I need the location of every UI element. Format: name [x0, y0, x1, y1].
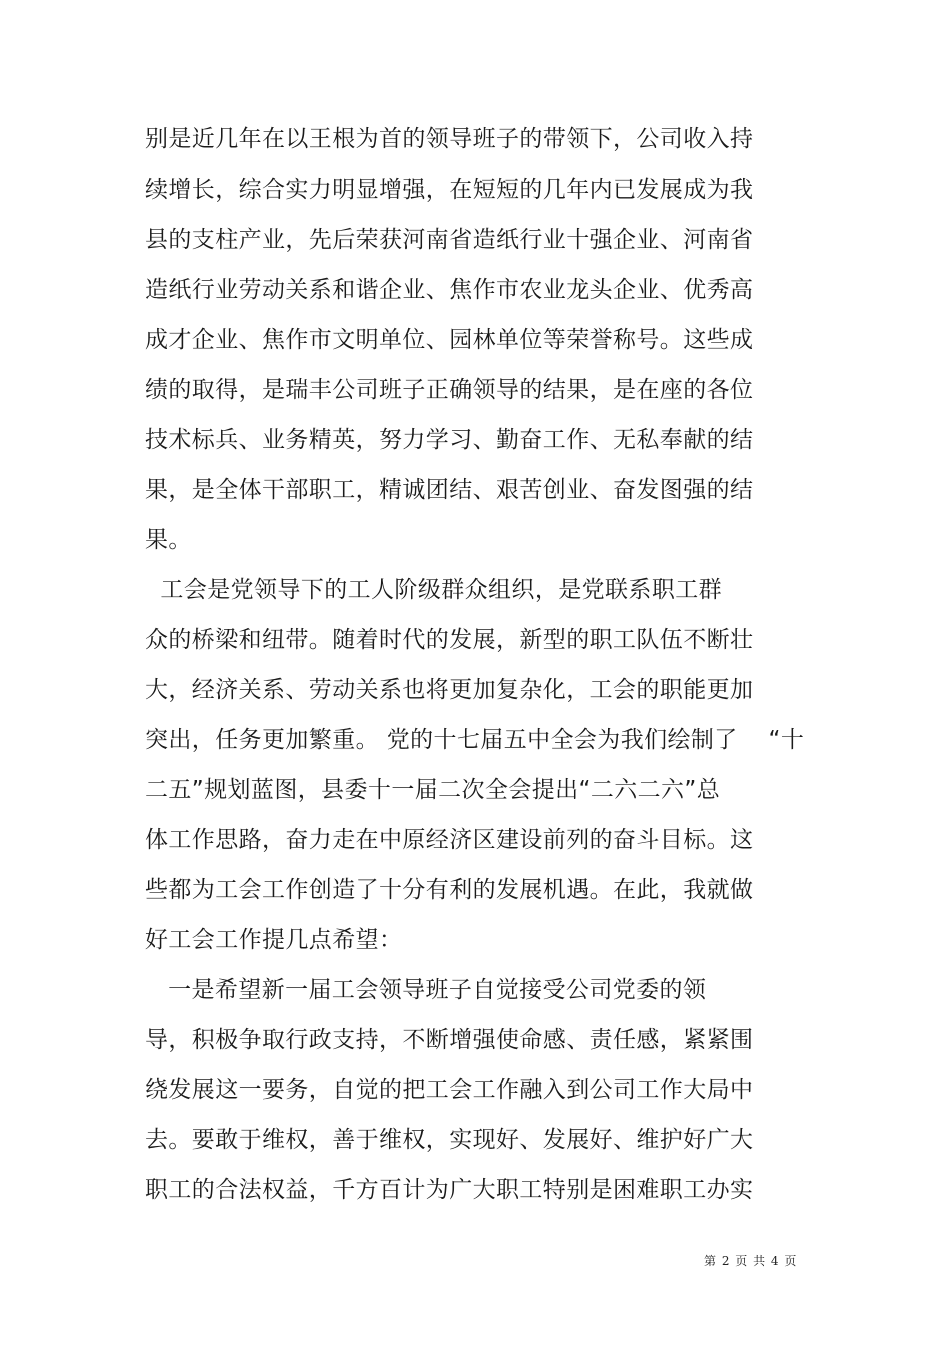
text-line: 去。要敢于维权，善于维权，实现好、发展好、维护好广大	[145, 1127, 754, 1153]
text-line: 导，积极争取行政支持，不断增强使命感、责任感，紧紧围	[145, 1027, 754, 1053]
text-line: 好工会工作提几点希望：	[145, 927, 403, 953]
text-line: 绩的取得，是瑞丰公司班子正确领导的结果，是在座的各位	[145, 377, 754, 403]
text-line: 突出，任务更加繁重。 党的十七届五中全会为我们绘制了 “十	[145, 727, 805, 753]
text-line: 果。	[145, 527, 192, 553]
text-line: 绕发展这一要务，自觉的把工会工作融入到公司工作大局中	[145, 1077, 754, 1103]
text-line: 果，是全体干部职工，精诚团结、艰苦创业、奋发图强的结	[145, 477, 754, 503]
text-line: 众的桥梁和纽带。随着时代的发展，新型的职工队伍不断壮	[145, 627, 754, 653]
text-line: 续增长，综合实力明显增强，在短短的几年内已发展成为我	[145, 177, 754, 203]
text-line: 体工作思路，奋力走在中原经济区建设前列的奋斗目标。这	[145, 827, 754, 853]
text-line: 工会是党领导下的工人阶级群众组织，是党联系职工群	[145, 577, 723, 603]
text-line: 二五”规划蓝图，县委十一届二次全会提出“二六二六”总	[145, 777, 721, 803]
text-line: 一是希望新一届工会领导班子自觉接受公司党委的领	[145, 977, 707, 1003]
text-line: 大，经济关系、劳动关系也将更加复杂化，工会的职能更加	[145, 677, 754, 703]
text-line: 县的支柱产业，先后荣获河南省造纸行业十强企业、河南省	[145, 227, 754, 253]
text-line: 成才企业、焦作市文明单位、园林单位等荣誉称号。这些成	[145, 327, 754, 353]
page-number: 第 2 页 共 4 页	[704, 1254, 798, 1268]
text-line: 造纸行业劳动关系和谐企业、焦作市农业龙头企业、优秀高	[145, 277, 754, 303]
text-line: 别是近几年在以王根为首的领导班子的带领下，公司收入持	[145, 126, 754, 152]
text-line: 些都为工会工作创造了十分有利的发展机遇。在此，我就做	[145, 877, 754, 903]
text-line: 职工的合法权益，千方百计为广大职工特别是困难职工办实	[145, 1177, 754, 1203]
text-line: 技术标兵、业务精英，努力学习、勤奋工作、无私奉献的结	[145, 427, 754, 453]
